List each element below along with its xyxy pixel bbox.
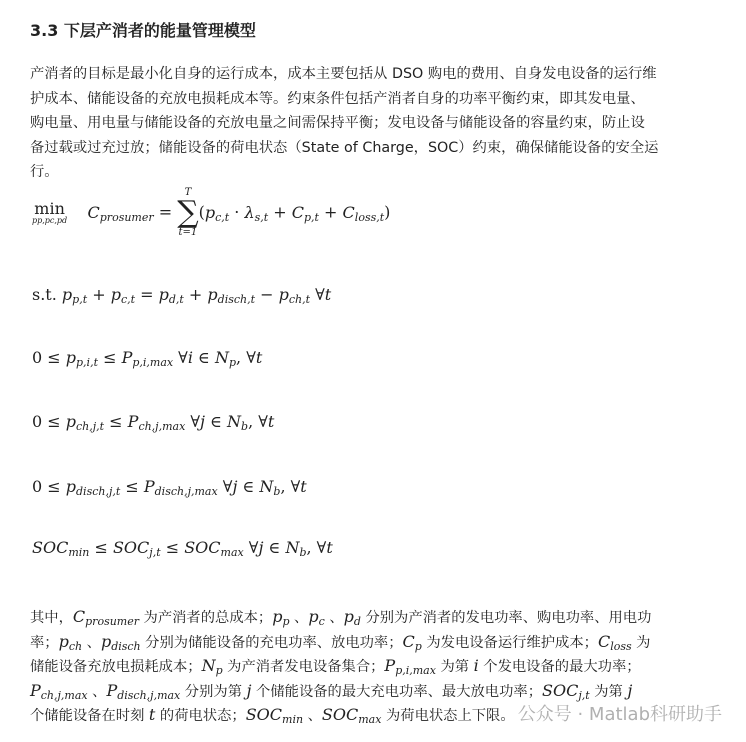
watermark: 公众号 · Matlab科研助手 (517, 704, 722, 725)
math-symbol: $p_{ch}$ (58, 631, 83, 653)
text-run: 、 (82, 634, 101, 651)
math-symbol: ( (198, 202, 205, 222)
math-symbol: t (326, 538, 333, 557)
text-run: 为第 (435, 659, 474, 675)
text-line (30, 630, 651, 655)
text-run: 率； (30, 634, 59, 651)
math-symbol: j (232, 477, 238, 496)
math-symbol: $N_b$ (227, 412, 249, 433)
text-run: 、 (303, 708, 322, 724)
math-symbol: ∀ (217, 477, 233, 496)
text-run: 为第 (589, 683, 628, 700)
text-run: 为产消者的总成本； (139, 610, 273, 626)
math-symbol: = (135, 285, 159, 304)
math-symbol: , ∀ (306, 538, 327, 557)
math-symbol: = (153, 202, 178, 222)
math-symbol: $N_p$ (201, 656, 223, 677)
math-symbol: $N_p$ (214, 348, 237, 369)
math-symbol: , ∀ (248, 412, 268, 431)
math-symbol: ) (384, 202, 391, 222)
text-run: 个发电设备的最大功率； (478, 659, 641, 675)
text-line (30, 605, 651, 630)
math-symbol: ∈ (263, 538, 286, 557)
text-run: 个储能设备的最大充电功率、最大放电功率； (251, 683, 542, 700)
math-symbol: $p_{c,t}$ (110, 285, 136, 306)
math-symbol: , ∀ (280, 477, 301, 496)
math-symbol: j (258, 538, 264, 557)
math-symbol: $N_b$ (259, 477, 281, 498)
math-symbol: $C_{p,t}$ (291, 202, 319, 224)
math-symbol: ∀ (243, 538, 259, 557)
math-symbol: $p_p$ (272, 607, 290, 628)
math-symbol: ∈ (192, 348, 215, 367)
text-run: 、 (87, 683, 107, 700)
math-symbol: ∈ (237, 477, 260, 496)
objective-equation (32, 188, 390, 238)
math-symbol: j (627, 680, 633, 700)
math-symbol: t (324, 285, 332, 304)
math-symbol: $P_{disch,j,max}$ (106, 680, 181, 702)
math-symbol: $p_d$ (343, 607, 361, 628)
math-symbol: $P_{ch,j,max}$ (127, 412, 186, 433)
sum-operator (177, 188, 198, 238)
text-run: 分别为储能设备的充电功率、放电功率； (140, 634, 403, 651)
math-symbol: $p_{p,t}$ (61, 285, 88, 306)
constraint-equation (32, 477, 307, 498)
sum-upper: T (184, 187, 192, 198)
math-symbol: $SOC_{j,t}$ (112, 538, 161, 559)
math-symbol: t (300, 477, 307, 496)
math-symbol: $p_{disch}$ (100, 631, 141, 653)
math-symbol: $P_{ch,j,max}$ (30, 680, 88, 702)
text-run: 为发电设备运行维护成本； (421, 634, 598, 651)
section-title: 3.3 下层产消者的能量管理模型 (30, 21, 256, 40)
constraint-equation (32, 412, 274, 433)
constraint-equation (32, 538, 333, 559)
text-run: 其中， (30, 610, 73, 626)
math-symbol: + (87, 285, 111, 304)
text-line: 备过载或过充过放；储能设备的荷电状态（State of Charge，SOC）约束，确保储能设备的安全运 (30, 139, 659, 156)
math-symbol: $P_{p,i,max}$ (384, 656, 436, 677)
min-label: min (34, 199, 65, 218)
math-symbol: $C_p$ (402, 631, 422, 653)
math-symbol: $p_{d,t}$ (158, 285, 184, 306)
text-run: 为 (631, 634, 651, 651)
math-symbol: $p_{disch,j,t}$ (65, 477, 121, 498)
text-run: 分别为第 (180, 683, 247, 700)
text-run: 、 (289, 610, 309, 626)
math-symbol: $C_{prosumer}$ (87, 202, 154, 224)
text-line: 购电量、用电量与储能设备的充放电量之间需保持平衡；发电设备与储能设备的容量约束，防止设 (30, 115, 645, 131)
math-symbol: j (246, 680, 252, 700)
math-symbol: , ∀ (236, 348, 256, 367)
math-symbol: $P_{disch,j,max}$ (143, 477, 218, 498)
math-symbol: $p_{ch,j,t}$ (65, 412, 105, 433)
math-symbol: t (148, 705, 156, 724)
sigma-symbol: ∑ (177, 195, 199, 230)
math-symbol: $SOC_{min}$ (32, 538, 90, 559)
math-symbol: + (268, 202, 292, 222)
math-symbol: $C_{loss}$ (597, 631, 632, 653)
math-symbol: $C_{loss,t}$ (342, 202, 385, 224)
math-symbol: $p_{p,i,t}$ (65, 348, 98, 369)
math-symbol: t (267, 412, 275, 431)
math-symbol: ≤ (89, 538, 113, 557)
math-symbol: · (229, 202, 245, 222)
text-run: 为产消者发电设备集合； (222, 659, 385, 675)
math-symbol: 0 ≤ (32, 412, 66, 431)
math-symbol: $p_{disch,t}$ (207, 285, 256, 306)
math-symbol: + (318, 202, 343, 222)
text-line: 行。 (30, 164, 59, 180)
constraint-equation (32, 348, 262, 369)
math-symbol: $p_c$ (308, 607, 325, 628)
math-symbol: ∀ (185, 412, 201, 431)
text-line (30, 654, 651, 679)
text-run: 个储能设备在时刻 (30, 708, 149, 724)
math-symbol: + (183, 285, 208, 304)
math-symbol: $P_{p,i,max}$ (121, 348, 174, 369)
text-run: 、 (324, 610, 344, 626)
math-symbol: ≤ (104, 412, 128, 431)
math-symbol: ≤ (160, 538, 185, 557)
math-symbol: s.t. (32, 285, 62, 304)
math-symbol: j (200, 412, 205, 431)
text-run: 的荷电状态； (155, 708, 246, 724)
math-symbol: $N_b$ (285, 538, 307, 559)
text-run: 为荷电状态上下限。 (381, 708, 515, 724)
math-symbol: 0 ≤ (32, 477, 66, 496)
math-symbol: $\lambda_{s,t}$ (244, 202, 269, 224)
constraint-equation (32, 285, 331, 306)
math-symbol: ∀ (310, 285, 325, 304)
math-symbol: ≤ (98, 348, 122, 367)
text-run: 储能设备充放电损耗成本； (30, 659, 202, 675)
min-operator (32, 201, 67, 225)
math-symbol: $p_{ch,t}$ (278, 285, 311, 306)
min-subscript: pp,pc,pd (32, 216, 68, 225)
math-symbol: i (187, 348, 193, 367)
sum-lower: t=1 (178, 227, 198, 238)
text-run: 分别为产消者的发电功率、购电功率、用电功 (360, 610, 652, 626)
math-symbol: $p_{c,t}$ (204, 202, 230, 224)
math-symbol: $SOC_{max}$ (184, 538, 244, 559)
math-symbol: ≤ (120, 477, 144, 496)
math-symbol: $SOC_{min}$ (245, 705, 304, 726)
math-symbol: ∀ (173, 348, 188, 367)
math-symbol: $SOC_{max}$ (321, 705, 382, 726)
text-line: 产消者的目标是最小化自身的运行成本，成本主要包括从 DSO 购电的费用、自身发电设备的运行维 (30, 66, 657, 82)
math-symbol: t (255, 348, 263, 367)
math-symbol: $SOC_{j,t}$ (542, 680, 590, 702)
math-symbol: 0 ≤ (32, 348, 66, 367)
math-symbol: i (473, 656, 479, 675)
intro-paragraph (30, 62, 658, 185)
math-symbol: $C_{prosumer}$ (72, 607, 139, 628)
math-symbol: ∈ (205, 412, 228, 431)
math-symbol: − (255, 285, 279, 304)
text-line: 护成本、储能设备的充放电损耗成本等。约束条件包括产消者自身的功率平衡约束，即其发电量、 (30, 90, 645, 107)
